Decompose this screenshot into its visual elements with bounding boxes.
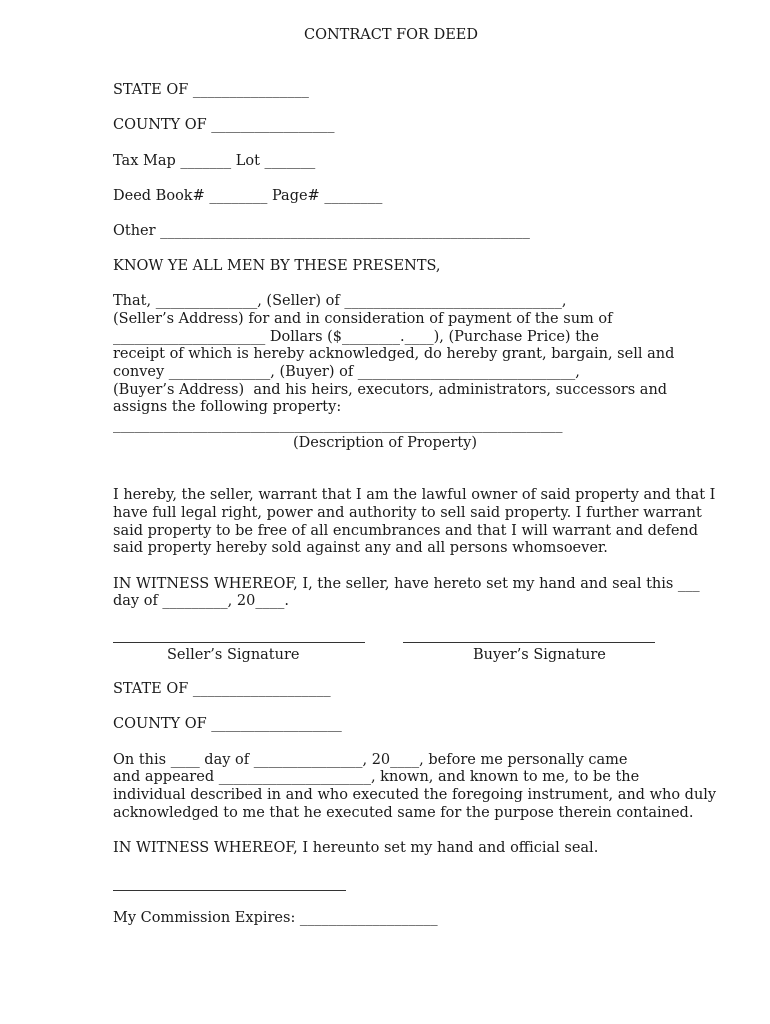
warranty-line: I hereby, the seller, warrant that I am the lawful owner of said property and that I <box>113 487 716 503</box>
acknowledgment-line: and appeared _____________________, known, and known to me, to be the <box>113 769 640 785</box>
seller-signature-line <box>113 642 365 643</box>
witness-line: IN WITNESS WHEREOF, I, the seller, have hereto set my hand and seal this ___ <box>113 576 700 592</box>
warranty-line: have full legal right, power and authority to sell said property. I further warrant <box>113 505 702 521</box>
property-description-line: ______________________________________________________________ <box>113 417 563 433</box>
acknowledgment-line: On this ____ day of _______________, 20____, before me personally came <box>113 752 628 768</box>
acknowledgment-line: individual described in and who executed the foregoing instrument, and who duly <box>113 787 717 803</box>
conveyance-line: assigns the following property: <box>113 399 342 415</box>
other-field: Other ___________________________________________________ <box>113 223 530 239</box>
deed-book-page-field: Deed Book# ________ Page# ________ <box>113 188 383 204</box>
conveyance-line: (Seller’s Address) for and in consideration of payment of the sum of <box>113 311 613 327</box>
conveyance-line: That, ______________, (Seller) of ______________________________, <box>113 293 567 309</box>
warranty-line: said property to be free of all encumbrances and that I will warrant and defend <box>113 523 699 539</box>
conveyance-line: _____________________ Dollars ($________.____), (Purchase Price) the <box>113 329 599 345</box>
acknowledgment-line: acknowledged to me that he executed same for the purpose therein contained. <box>113 805 694 821</box>
tax-map-lot-field: Tax Map _______ Lot _______ <box>113 153 316 169</box>
county-field: COUNTY OF _________________ <box>113 117 335 133</box>
seller-signature-label: Seller’s Signature <box>167 647 300 663</box>
notary-witness-line: IN WITNESS WHEREOF, I hereunto set my hand and official seal. <box>113 840 599 856</box>
page-title: CONTRACT FOR DEED <box>304 27 478 43</box>
warranty-line: said property hereby sold against any and all persons whomsoever. <box>113 540 608 556</box>
conveyance-line: receipt of which is hereby acknowledged, do hereby grant, bargain, sell and <box>113 346 675 362</box>
state-field: STATE OF ________________ <box>113 82 309 98</box>
buyer-signature-label: Buyer’s Signature <box>473 647 606 663</box>
know-ye-heading: KNOW YE ALL MEN BY THESE PRESENTS, <box>113 258 441 274</box>
buyer-signature-line <box>403 642 655 643</box>
conveyance-line: convey ______________, (Buyer) of ______________________________, <box>113 364 580 380</box>
witness-line: day of _________, 20____. <box>113 593 289 609</box>
notary-county-field: COUNTY OF __________________ <box>113 716 342 732</box>
description-caption: (Description of Property) <box>292 435 477 451</box>
notary-signature-line <box>113 890 346 891</box>
commission-expires-field: My Commission Expires: ___________________ <box>113 910 438 926</box>
notary-state-field: STATE OF ___________________ <box>113 681 331 697</box>
conveyance-line: (Buyer’s Address) and his heirs, executors, administrators, successors and <box>113 382 668 398</box>
